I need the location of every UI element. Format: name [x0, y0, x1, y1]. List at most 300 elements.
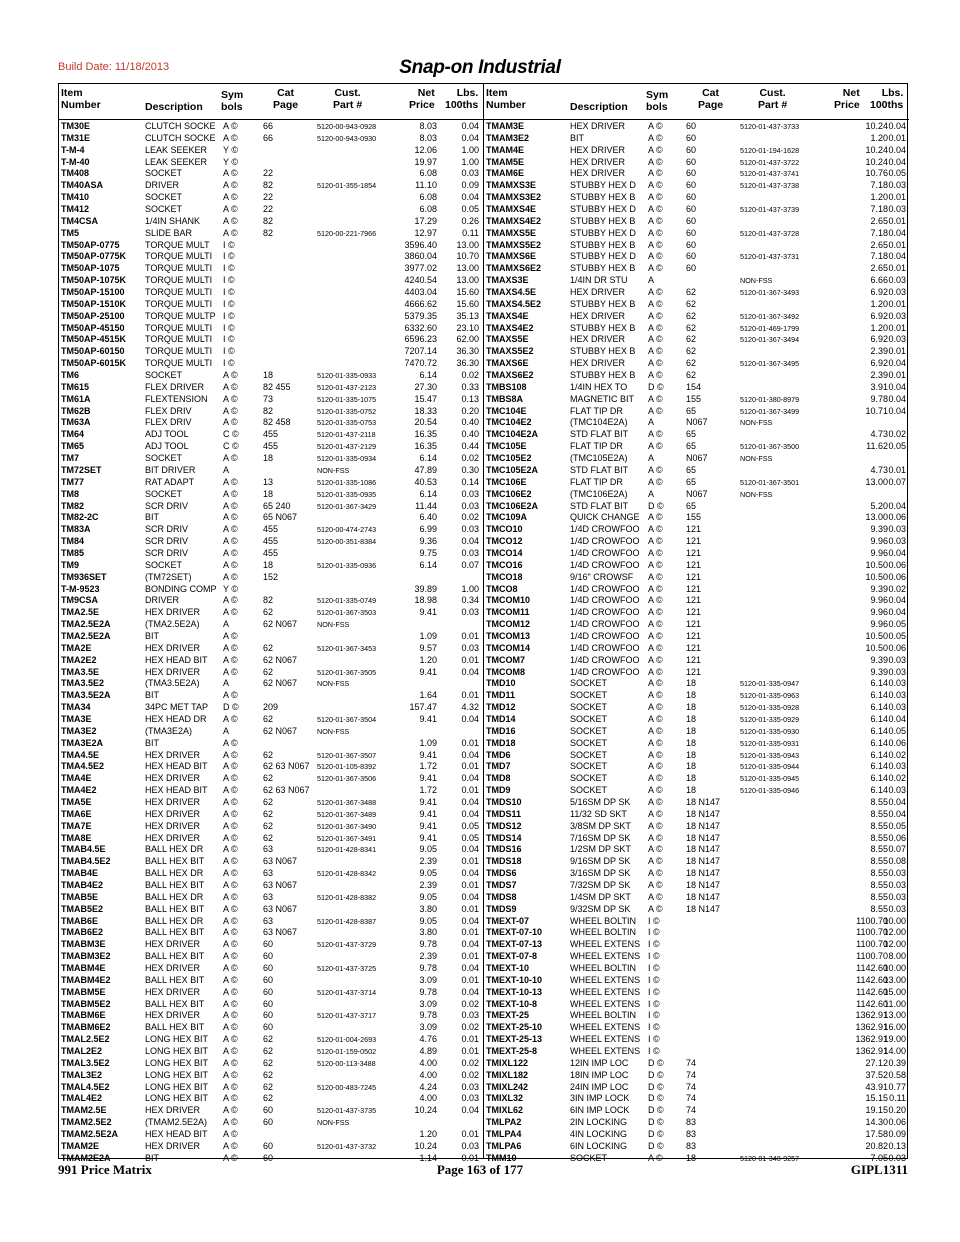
cell-cat-page: 18	[263, 453, 274, 464]
table-row	[484, 856, 909, 868]
cell-sym-bols: A ©	[223, 737, 238, 748]
cell-description: FLAT TIP DR	[570, 441, 623, 452]
table-row	[59, 797, 483, 809]
cell-cat-page: 62	[686, 310, 697, 321]
cell-sym-bols: A	[648, 417, 655, 428]
cell-description: HEX DRIVER	[570, 310, 626, 321]
cell-net-price: 9.39	[870, 583, 888, 594]
cell-cust-part: NON-FSS	[740, 418, 773, 428]
cell-cust-part: 5120-01-335-0753	[317, 418, 377, 428]
cell-cat-page: 22	[263, 168, 274, 179]
cell-item-number: TM50AP-6015K	[61, 358, 127, 369]
cell-cat-page: 62	[686, 370, 697, 381]
cell-item-number: TM82	[61, 500, 85, 511]
cell-lbs: 0.01	[461, 1152, 479, 1163]
cell-net-price: 9.96	[870, 619, 888, 630]
header-item-number: Item Number	[61, 87, 101, 111]
cell-description: 1/4SM DP SKT	[570, 891, 631, 902]
cell-sym-bols: C ©	[223, 441, 239, 452]
cell-item-number: TMA3.5E	[61, 666, 100, 677]
cell-sym-bols: I ©	[223, 334, 235, 345]
cell-item-number: TMAB5E	[61, 891, 99, 902]
cell-description: HEX DRIVER	[570, 358, 626, 369]
cell-sym-bols: A ©	[223, 405, 238, 416]
cell-item-number: TMD14	[486, 713, 516, 724]
cell-sym-bols: A ©	[648, 702, 663, 713]
cell-description: BIT DRIVER	[145, 464, 196, 475]
table-body-right	[484, 121, 909, 1165]
cell-item-number: TM5	[61, 227, 79, 238]
cell-description: FLAT TIP DR	[570, 405, 623, 416]
cell-item-number: TMEXT-07-8	[486, 951, 538, 962]
cell-description: HEX DRIVER	[570, 334, 626, 345]
cell-sym-bols: A ©	[223, 227, 238, 238]
cell-item-number: TMCOM11	[486, 607, 530, 618]
cell-description: STUBBY HEX D	[570, 251, 636, 262]
cell-net-price: 8.55	[870, 903, 888, 914]
cell-description: SOCKET	[570, 749, 608, 760]
table-row	[484, 406, 909, 418]
cell-lbs: 13.00	[883, 1010, 906, 1021]
cell-description: TORQUE MULTI	[145, 287, 213, 298]
cell-item-number: TM7	[61, 453, 79, 464]
cell-net-price: 6.14	[870, 785, 888, 796]
cell-sym-bols: A ©	[648, 773, 663, 784]
cell-lbs: 0.39	[888, 1057, 906, 1068]
cell-item-number: TM61A	[61, 393, 91, 404]
cell-cat-page: 62	[686, 358, 697, 369]
table-row	[484, 963, 909, 975]
cell-lbs: 0.04	[888, 381, 906, 392]
cell-net-price: 4403.04	[404, 287, 437, 298]
cell-item-number: TMEXT-25-13	[486, 1034, 543, 1045]
cell-description: WHEEL EXTENS	[570, 986, 641, 997]
cell-item-number: TMD7	[486, 761, 511, 772]
cell-net-price: 6.14	[870, 773, 888, 784]
cell-net-price: 8.55	[870, 820, 888, 831]
cell-item-number: TMDS9	[486, 903, 517, 914]
footer-matrix-name: 991 Price Matrix	[58, 1162, 152, 1177]
table-row	[59, 334, 483, 346]
cell-net-price: 6.14	[419, 488, 437, 499]
cell-sym-bols: A ©	[223, 453, 238, 464]
cell-item-number: TMAB4.5E2	[61, 856, 111, 867]
cell-lbs: 0.04	[461, 868, 479, 879]
cell-lbs: 0.03	[888, 785, 906, 796]
cell-sym-bols: D ©	[648, 1129, 664, 1140]
cell-cust-part: NON-FSS	[740, 276, 773, 286]
table-row	[59, 584, 483, 596]
cell-description: LONG HEX BIT	[145, 1046, 209, 1057]
cell-item-number: TMD8	[486, 773, 511, 784]
cell-sym-bols: I ©	[223, 310, 235, 321]
table-row	[484, 216, 909, 228]
table-row	[59, 465, 483, 477]
cell-lbs: 0.58	[888, 1069, 906, 1080]
cell-sym-bols: A ©	[223, 1105, 238, 1116]
cell-sym-bols: A ©	[223, 393, 238, 404]
cell-sym-bols: A ©	[223, 559, 238, 570]
cell-description: SOCKET	[145, 168, 183, 179]
cell-description: 3/16SM DP SK	[570, 868, 631, 879]
cell-lbs: 0.04	[461, 891, 479, 902]
cell-item-number: TMA4E2	[61, 785, 97, 796]
cell-lbs: 0.04	[461, 808, 479, 819]
cell-item-number: TM84	[61, 536, 85, 547]
cell-item-number: TMAM5E	[486, 156, 524, 167]
header-lbs: Lbs. 100ths	[870, 87, 904, 111]
cell-item-number: TM64	[61, 429, 85, 440]
table-row	[484, 785, 909, 797]
cell-description: HEX DRIVER	[145, 808, 201, 819]
cell-net-price: 4.00	[419, 1069, 437, 1080]
table-row	[484, 204, 909, 216]
cell-sym-bols: A ©	[223, 666, 238, 677]
cell-description: (TMC105E2A)	[570, 453, 628, 464]
cell-description: WHEEL BOLTIN	[570, 963, 637, 974]
cell-lbs: 0.03	[888, 524, 906, 535]
cell-sym-bols: I ©	[648, 963, 660, 974]
cell-lbs: 0.03	[888, 903, 906, 914]
cell-net-price: 3.09	[419, 998, 437, 1009]
cell-sym-bols: A ©	[223, 381, 238, 392]
cell-cat-page: 65	[686, 464, 697, 475]
cell-cat-page: 22	[263, 192, 274, 203]
cell-description: SOCKET	[570, 761, 608, 772]
cell-item-number: TMAMXS3E2	[486, 192, 542, 203]
cell-sym-bols: A ©	[223, 1057, 238, 1068]
cell-description: HEX DRIVER	[145, 939, 201, 950]
cell-lbs: 0.03	[461, 1010, 479, 1021]
cell-lbs: 0.06	[888, 512, 906, 523]
cell-net-price: 47.89	[414, 464, 437, 475]
table-row	[484, 168, 909, 180]
cell-item-number: TMABM3E	[61, 939, 106, 950]
cell-description: 24IN IMP LOC	[570, 1081, 629, 1092]
table-row	[59, 477, 483, 489]
cell-cat-page: N067	[686, 417, 708, 428]
cell-description: 1/4IN DR STU	[570, 275, 628, 286]
cell-net-price: 1142.60	[856, 986, 888, 997]
cell-lbs: 0.04	[461, 963, 479, 974]
table-row	[484, 643, 909, 655]
cell-cat-page: 455	[263, 441, 279, 452]
cell-lbs: 0.01	[888, 192, 906, 203]
cell-net-price: 3860.04	[404, 251, 437, 262]
cell-item-number: TM6	[61, 370, 79, 381]
cell-description: TORQUE MULTI	[145, 275, 213, 286]
cell-lbs: 0.04	[461, 666, 479, 677]
cell-sym-bols: I ©	[223, 322, 235, 333]
cell-lbs: 13.00	[883, 974, 906, 985]
cell-lbs: 0.01	[461, 654, 479, 665]
table-row	[59, 501, 483, 513]
cell-lbs: 0.04	[461, 773, 479, 784]
table-row	[59, 750, 483, 762]
table-body-left	[59, 121, 483, 1165]
cell-description: 7/16SM DP SK	[570, 832, 631, 843]
cell-description: HEX DRIVER	[145, 1010, 201, 1021]
cell-sym-bols: A ©	[648, 263, 663, 274]
cell-net-price: 9.75	[419, 547, 437, 558]
cell-lbs: 0.01	[461, 951, 479, 962]
cell-item-number: TMA3E2	[61, 725, 97, 736]
cell-lbs: 0.02	[888, 429, 906, 440]
cell-description: FLAT TIP DR	[570, 476, 623, 487]
cell-sym-bols: A ©	[648, 144, 663, 155]
table-row	[59, 572, 483, 584]
table-row	[59, 204, 483, 216]
cell-description: BALL HEX DR	[145, 868, 204, 879]
cell-cat-page: 62	[263, 1069, 274, 1080]
cell-cat-page: 65 N067	[263, 512, 298, 523]
cell-cat-page: 60	[686, 227, 697, 238]
cell-sym-bols: A ©	[648, 559, 663, 570]
cell-net-price: 8.55	[870, 832, 888, 843]
cell-sym-bols: A ©	[223, 168, 238, 179]
cell-sym-bols: A ©	[648, 464, 663, 475]
cell-description: STD FLAT BIT	[570, 464, 629, 475]
cell-cust-part: 5120-01-437-3722	[740, 157, 800, 167]
cell-cust-part: 5120-01-367-3495	[740, 359, 800, 369]
cell-cat-page: 18 N147	[686, 856, 721, 867]
cell-cat-page: 83	[686, 1117, 697, 1128]
cell-net-price: 1.20	[419, 1129, 437, 1140]
cell-description: 1/4D CROWFOO	[570, 524, 640, 535]
cell-description: WHEEL EXTENS	[570, 998, 641, 1009]
cell-cust-part: 5120-01-367-3453	[317, 643, 377, 653]
cell-sym-bols: I ©	[223, 298, 235, 309]
cell-cust-part: 5120-01-367-3503	[317, 608, 377, 618]
cell-net-price: 9.39	[870, 666, 888, 677]
table-row	[484, 773, 909, 785]
cell-cat-page: 62 N067	[263, 654, 298, 665]
cell-lbs: 0.03	[461, 168, 479, 179]
table-row	[484, 334, 909, 346]
cell-lbs: 0.06	[888, 642, 906, 653]
cell-net-price: 10.24	[865, 121, 888, 131]
cell-sym-bols: A	[223, 725, 230, 736]
cell-item-number: TMLPA4	[486, 1129, 522, 1140]
cell-net-price: 9.96	[870, 536, 888, 547]
cell-net-price: 4666.62	[404, 298, 437, 309]
cell-cat-page: 18	[686, 1152, 697, 1163]
cell-sym-bols: A ©	[223, 903, 238, 914]
table-row	[59, 121, 483, 133]
cell-item-number: TMAM2E	[61, 1140, 99, 1151]
cell-sym-bols: I ©	[648, 1022, 660, 1033]
cell-cat-page: 66	[263, 132, 274, 143]
table-row	[484, 1022, 909, 1034]
cell-sym-bols: A ©	[648, 891, 663, 902]
cell-net-price: 18.33	[414, 405, 437, 416]
cell-lbs: 0.01	[461, 630, 479, 641]
cell-lbs: 0.04	[888, 156, 906, 167]
cell-cat-page: 82	[263, 180, 274, 191]
cell-item-number: TMAMXS3E	[486, 180, 537, 191]
cell-lbs: 0.03	[461, 607, 479, 618]
cell-item-number: TM50AP-45150	[61, 322, 125, 333]
cell-net-price: 11.62	[866, 441, 888, 452]
cell-sym-bols: A ©	[648, 476, 663, 487]
cell-lbs: 0.01	[888, 215, 906, 226]
cell-cat-page: 13	[263, 476, 274, 487]
table-row	[59, 1082, 483, 1094]
cell-description: SOCKET	[570, 690, 608, 701]
cell-description: TORQUE MULTP	[145, 310, 216, 321]
cell-description: HEX HEAD BIT	[145, 1129, 208, 1140]
table-row	[59, 963, 483, 975]
cell-description: 6IN IMP LOCK	[570, 1105, 630, 1116]
cell-lbs: 0.77	[888, 1081, 906, 1092]
table-row	[484, 240, 909, 252]
cell-item-number: TMM10	[486, 1152, 517, 1163]
cell-sym-bols: Y ©	[223, 144, 238, 155]
cell-cust-part: 5120-01-437-3714	[317, 987, 377, 997]
cell-description: STD FLAT BIT	[570, 429, 629, 440]
cell-cat-page: 83	[686, 1129, 697, 1140]
cell-cat-page: 65	[686, 441, 697, 452]
cell-item-number: TMC104E2A	[486, 429, 539, 440]
cell-cat-page: 62 N067	[263, 725, 298, 736]
cell-lbs: 0.01	[888, 322, 906, 333]
cell-sym-bols: A ©	[223, 1081, 238, 1092]
cell-cat-page: 154	[686, 381, 702, 392]
cell-description: HEX DRIVER	[145, 963, 201, 974]
cell-item-number: TMABM4E	[61, 963, 106, 974]
cell-cat-page: 82	[263, 405, 274, 416]
cell-lbs: 0.40	[461, 429, 479, 440]
cell-net-price: 157.47	[409, 702, 437, 713]
cell-cust-part: 5120-01-004-2693	[317, 1035, 377, 1045]
cell-cust-part: 5120-01-367-3507	[317, 750, 377, 760]
table-row	[59, 1046, 483, 1058]
cell-sym-bols: A ©	[648, 713, 663, 724]
cell-lbs: 0.03	[888, 761, 906, 772]
cell-sym-bols: A ©	[648, 251, 663, 262]
cell-net-price: 3.80	[419, 903, 437, 914]
cell-net-price: 10.24	[865, 156, 888, 167]
cell-sym-bols: D ©	[648, 381, 664, 392]
cell-cust-part: 5120-01-437-2129	[317, 442, 377, 452]
cell-cat-page: 65	[686, 476, 697, 487]
cell-net-price: 1142.60	[856, 974, 888, 985]
cell-item-number: TMAXS3E	[486, 275, 529, 286]
table-row	[484, 999, 909, 1011]
cell-item-number: TMAM2.5E	[61, 1105, 107, 1116]
cell-item-number: TMAM2.5E2	[61, 1117, 112, 1128]
cell-item-number: TMABM6E	[61, 1010, 106, 1021]
cell-cat-page: 60	[263, 1105, 274, 1116]
cell-description: SOCKET	[145, 559, 183, 570]
cell-sym-bols: A ©	[223, 607, 238, 618]
cell-sym-bols: A ©	[223, 690, 238, 701]
cell-description: 1/4D CROWFOO	[570, 607, 640, 618]
cell-description: STUBBY HEX B	[570, 346, 636, 357]
cell-lbs: 0.01	[461, 690, 479, 701]
cell-cat-page: 60	[263, 1140, 274, 1151]
cell-cust-part: 5120-01-428-8341	[317, 845, 377, 855]
cell-sym-bols: I ©	[223, 263, 235, 274]
cell-sym-bols: A ©	[223, 642, 238, 653]
table-row	[59, 145, 483, 157]
cell-net-price: 17.58	[865, 1129, 888, 1140]
cell-description: HEX HEAD BIT	[145, 654, 208, 665]
cell-lbs: 0.04	[888, 358, 906, 369]
cell-cust-part: 5120-01-335-1086	[317, 477, 377, 487]
cell-item-number: TMIXL62	[486, 1105, 524, 1116]
cell-cat-page: 455	[263, 536, 279, 547]
cell-cust-part: 5120-01-194-1628	[740, 145, 800, 155]
cell-lbs: 10.70	[456, 251, 479, 262]
cell-net-price: 3.91	[870, 381, 888, 392]
cell-item-number: TM72SET	[61, 464, 102, 475]
table-row	[484, 323, 909, 335]
cell-item-number: TMCOM14	[486, 642, 531, 653]
cell-cust-part: 5120-00-483-7245	[317, 1082, 377, 1092]
cell-lbs: 0.05	[888, 630, 906, 641]
cell-item-number: TMABM6E2	[61, 1022, 111, 1033]
cell-net-price: 9.41	[419, 713, 437, 724]
cell-net-price: 6.08	[419, 168, 437, 179]
cell-item-number: TMA2.5E2A	[61, 619, 111, 630]
cell-description: BALL HEX BIT	[145, 1022, 205, 1033]
cell-net-price: 6.14	[419, 559, 437, 570]
cell-lbs: 0.05	[888, 168, 906, 179]
cell-cat-page: 60	[263, 986, 274, 997]
cell-description: SOCKET	[570, 1152, 608, 1163]
cell-lbs: 0.03	[461, 547, 479, 558]
cell-sym-bols: I ©	[648, 927, 660, 938]
cell-sym-bols: A ©	[223, 1152, 238, 1163]
cell-sym-bols: A ©	[648, 405, 663, 416]
table-row	[59, 856, 483, 868]
cell-cust-part: 5120-01-335-0930	[740, 726, 800, 736]
cell-net-price: 6.14	[870, 761, 888, 772]
cell-item-number: TMAB4E2	[61, 880, 104, 890]
cell-lbs: 15.60	[456, 298, 479, 309]
cell-sym-bols: A	[223, 464, 230, 475]
cell-sym-bols: A ©	[223, 915, 238, 926]
cell-sym-bols: A ©	[223, 939, 238, 950]
cell-lbs: 0.09	[461, 180, 479, 191]
cell-item-number: TMCO14	[486, 547, 523, 558]
cell-description: CLUTCH SOCKE	[145, 121, 216, 131]
cell-lbs: 0.34	[461, 595, 479, 606]
cell-cat-page: 455	[263, 524, 279, 535]
cell-cat-page: 74	[686, 1105, 697, 1116]
cell-cat-page: 82 458	[263, 417, 291, 428]
cell-lbs: 0.07	[888, 844, 906, 855]
cell-item-number: TMAMXS4E2	[486, 215, 542, 226]
table-row	[484, 1141, 909, 1153]
cell-cat-page: 18	[686, 785, 697, 796]
cell-net-price: 9.78	[419, 939, 437, 950]
cell-description: TORQUE MULTI	[145, 334, 213, 345]
cell-cat-page: 63	[263, 891, 274, 902]
cell-item-number: TMAMXS5E2	[486, 239, 542, 250]
cell-description: STUBBY HEX D	[570, 204, 636, 215]
cell-lbs: 0.03	[888, 690, 906, 701]
cell-sym-bols: A ©	[223, 880, 238, 890]
cell-sym-bols: A ©	[648, 619, 663, 630]
cell-description: 9/32SM DP SK	[570, 903, 631, 914]
table-row	[484, 512, 909, 524]
cell-lbs: 23.10	[456, 322, 479, 333]
cell-description: STUBBY HEX B	[570, 322, 636, 333]
cell-cust-part: 5120-01-367-3494	[740, 335, 800, 345]
cell-sym-bols: A ©	[648, 524, 663, 535]
